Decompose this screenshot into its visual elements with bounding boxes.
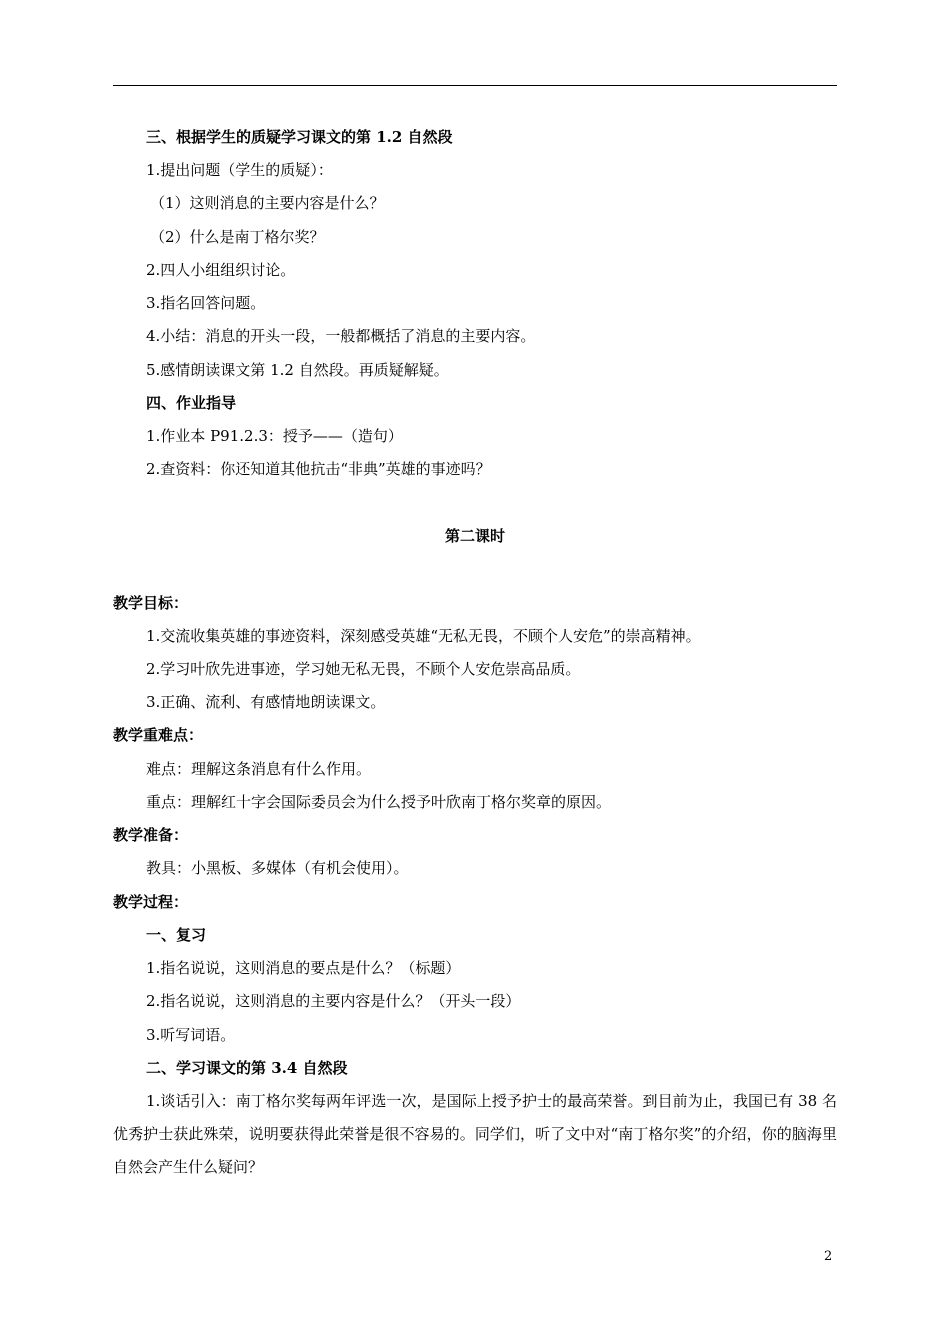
study-paragraph: 1.谈话引入：南丁格尔奖每两年评选一次，是国际上授予护士的最高荣誉。到目前为止，我国已有 38 名优秀护士获此殊荣，说明要获得此荣誉是很不容易的。同学们，听了文中对“南丁格尔奖”的介绍，你的脑海里自然会产生什么疑问？	[113, 1092, 837, 1176]
goal-item: 1.交流收集英雄的事迹资料，深刻感受英雄“无私无畏，不顾个人安危”的崇高精神。	[146, 627, 701, 645]
page-number: 2	[824, 1249, 833, 1264]
prep-heading: 教学准备：	[113, 826, 189, 844]
goal-item: 3.正确、流利、有感情地朗读课文。	[146, 693, 386, 711]
header-rule	[113, 85, 837, 86]
section4-item: 2.查资料：你还知道其他抗击“非典”英雄的事迹吗？	[146, 460, 491, 478]
lesson-title: 第二课时	[444, 527, 505, 545]
goal-item: 2.学习叶欣先进事迹，学习她无私无畏，不顾个人安危崇高品质。	[146, 660, 581, 678]
process-heading: 教学过程：	[113, 893, 189, 911]
key-points-heading: 教学重难点：	[113, 726, 204, 744]
study-heading: 二、学习课文的第 3.4 自然段	[146, 1059, 348, 1077]
prep-item: 教具：小黑板、多媒体（有机会使用）。	[146, 859, 409, 877]
section3-item: 3.指名回答问题。	[146, 294, 266, 312]
section4-heading: 四、作业指导	[146, 394, 237, 412]
section4-item: 1.作业本 P91.2.3：授予——（造句）	[146, 427, 403, 445]
section3-item: 2.四人小组组织讨论。	[146, 261, 296, 279]
section3-item: 5.感情朗读课文第 1.2 自然段。再质疑解疑。	[146, 361, 449, 379]
section3-item: 1.提出问题（学生的质疑）：	[146, 161, 333, 179]
review-item: 1.指名说说，这则消息的要点是什么？（标题）	[146, 959, 461, 977]
key-point-item: 难点：理解这条消息有什么作用。	[146, 760, 372, 778]
section3-heading: 三、根据学生的质疑学习课文的第 1.2 自然段	[146, 128, 453, 146]
review-heading: 一、复习	[146, 926, 207, 944]
review-item: 3.听写词语。	[146, 1026, 236, 1044]
review-item: 2.指名说说，这则消息的主要内容是什么？（开头一段）	[146, 992, 521, 1010]
section3-item: （2）什么是南丁格尔奖？	[150, 228, 325, 246]
section3-item: 4.小结：消息的开头一段，一般都概括了消息的主要内容。	[146, 327, 536, 345]
section3-item: （1）这则消息的主要内容是什么？	[150, 194, 385, 212]
goals-heading: 教学目标：	[113, 594, 189, 612]
key-point-item: 重点：理解红十字会国际委员会为什么授予叶欣南丁格尔奖章的原因。	[146, 793, 612, 811]
